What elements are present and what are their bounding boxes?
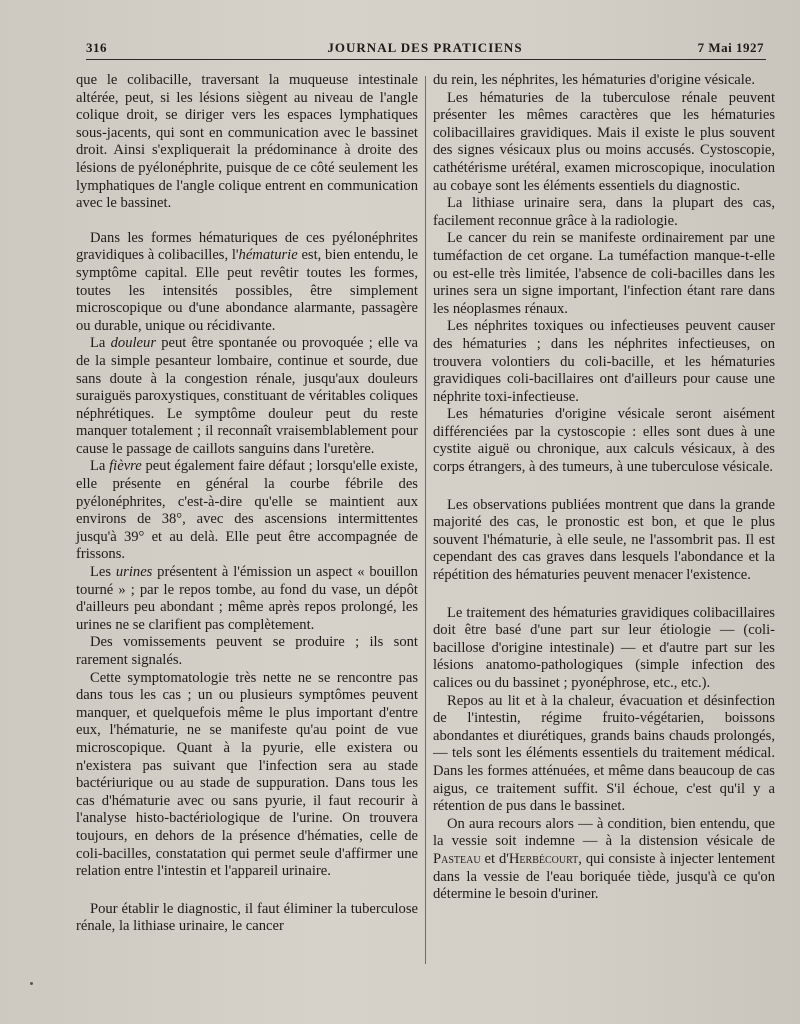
paragraph: La douleur peut être spontanée ou provoquée ; elle va de la simple pesanteur lombaire, continue et sourde, due sans doute à la congestion rénale, jusqu'aux douleurs suraiguës paroxystiques, constituant de véritables coliques néphrétiques. Le symptôme douleur peut du reste manquer totalement ; il reconnaît vraisemblablement pour cause le passage de caillots sanguins dans l'uretère. bbox=[76, 335, 418, 457]
paragraph: La lithiase urinaire sera, dans la plupart des cas, facilement reconnue grâce à la radiologie. bbox=[433, 195, 775, 229]
paragraph: Les urines présentent à l'émission un aspect « bouillon tourné » ; par le repos tombe, au fond du vase, un dépôt d'ailleurs peu abondant ; même après repos prolongé, les urines ne se clarifient pas complètement. bbox=[76, 564, 418, 633]
page-number: 316 bbox=[86, 40, 107, 55]
paragraph: On aura recours alors — à condition, bien entendu, que la vessie soit indemne — à la distension vésicale de Pasteau et d'Herbécourt, qui consiste à injecter lentement dans la vessie de l'eau boriquée tiède, jusqu'à ce qu'on détermine le besoin d'uriner. bbox=[433, 815, 776, 903]
paragraph: Les observations publiées montrent que dans la grande majorité des cas, le pronostic est bon, et que le plus souvent l'hématurie, à elle seule, ne l'assombrit pas. Il est cependant des cas graves dans lesquels l'abondance et la répétition des hématuries peuvent menacer l'existence. bbox=[433, 496, 775, 584]
paragraph: Les néphrites toxiques ou infectieuses peuvent causer des hématuries ; dans les néphrites infectieuses, on trouvera volontiers du coli-bacille, et les hématuries gravidiques coli-bacillaires ont d'ailleurs pour cause une néphrite toxi-infectieuse. bbox=[433, 318, 775, 405]
paragraph: que le colibacille, traversant la muqueuse intestinale altérée, peut, si les lésions siègent au niveau de l'angle colique droit, se diriger vers les espaces lymphatiques sous-jacents, qui sont en communication avec le bassinet droit. Ainsi s'expliquerait la prédominance à droite des lésions de pyélonéphrite, puisque de ce côté seulement les lymphatiques de l'angle colique entrent en communication avec le bassinet. bbox=[76, 72, 418, 212]
paragraph: Pour établir le diagnostic, il faut éliminer la tuberculose rénale, la lithiase urinaire, le cancer bbox=[76, 900, 418, 935]
column-divider bbox=[425, 76, 426, 964]
paragraph: Dans les formes hématuriques de ces pyélonéphrites gravidiques à colibacilles, l'hématurie est, bien entendu, le symptôme capital. Elle peut revêtir toutes les formes, toutes les intensités possibles, être simplement microscopique ou d'une abondance alarmante, passagère ou durable, unique ou récidivante. bbox=[76, 229, 418, 334]
paragraph: Cette symptomatologie très nette ne se rencontre pas dans tous les cas ; un ou plusieurs symptômes peuvent manquer, et quelquefois même le plus important d'entre eux, l'hématurie, ne se manifeste qu'au point de vue microscopique. Quant à la pyurie, elle existera ou n'existera pas suivant que l'infection sera au stade bactériurique ou au stade de suppuration. Dans tous les cas d'hématurie avec ou sans pyurie, il faut recourir à l'analyse histo-bactériologique de l'urine. On trouvera toujours, en dehors de la présence d'hématies, celle de coli-bacilles, constatation qui permet seule d'affirmer une relation entre l'intestin et l'appareil urinaire. bbox=[76, 669, 418, 880]
paragraph: Le cancer du rein se manifeste ordinairement par une tuméfaction de cet organe. La tuméfaction manque-t-elle ou est-elle très limitée, l'absence de coli-bacilles dans les urines sera un signe important, l'infection étant rare dans les néoplasmes rénaux. bbox=[433, 230, 775, 317]
left-column bbox=[76, 72, 418, 936]
paragraph: du rein, les néphrites, les hématuries d'origine vésicale. bbox=[433, 72, 755, 88]
right-column bbox=[433, 72, 775, 904]
author-name: Pasteau bbox=[433, 850, 481, 867]
author-name: Herbécourt bbox=[508, 850, 579, 867]
paragraph: Les hématuries d'origine vésicale seront aisément différenciées par la cystoscopie : elles sont dues à une cystite aiguë ou chronique, aux calculs vésicaux, à des corps étrangers, à des tumeurs, à une tuberculose vésicale. bbox=[433, 406, 775, 476]
paragraph: Des vomissements peuvent se produire ; ils sont rarement signalés. bbox=[76, 634, 418, 668]
header-rule bbox=[86, 59, 766, 60]
journal-title: JOURNAL DES PRATICIENS bbox=[327, 40, 523, 55]
issue-date: 7 Mai 1927 bbox=[697, 40, 764, 55]
paragraph: Repos au lit et à la chaleur, évacuation et désinfection de l'intestin, régime fruito-végétarien, boissons abondantes et diurétiques, grands bains chauds prolongés, — tels sont les éléments essentiels du traitement médical. Dans les formes atténuées, et même dans beaucoup de cas aigus, ce traitement suffit. S'il échoue, c'est qu'il y a rétention de pus dans le bassinet. bbox=[433, 692, 775, 815]
paragraph: Les hématuries de la tuberculose rénale peuvent présenter les mêmes caractères que les hématuries colibacillaires gravidiques. Mais il existe le plus souvent des signes vésicaux plus ou moins accusés. Cystoscopie, cathétérisme urétéral, examen microscopique, inoculation au cobaye sont les éléments essentiels du diagnostic. bbox=[433, 89, 775, 194]
running-header bbox=[86, 36, 764, 58]
paragraph: La fièvre peut également faire défaut ; lorsqu'elle existe, elle présente en général la courbe fébrile des pyélonéphrites, c'est-à-dire qu'elle se maintient aux environs de 38°, avec des ascensions intermittentes jusqu'à 39° et au delà. Elle peut être accompagnée de frissons. bbox=[76, 458, 418, 563]
paragraph: Le traitement des hématuries gravidiques colibacillaires doit être basé d'une part sur leur étiologie — (coli-bacillose d'origine intestinale) — et d'autre part sur les lésions anatomo-pathologiques (simple infection des calices ou du bassinet ; pyonéphrose, etc., etc.). bbox=[433, 604, 775, 691]
paper-speck bbox=[30, 982, 33, 985]
